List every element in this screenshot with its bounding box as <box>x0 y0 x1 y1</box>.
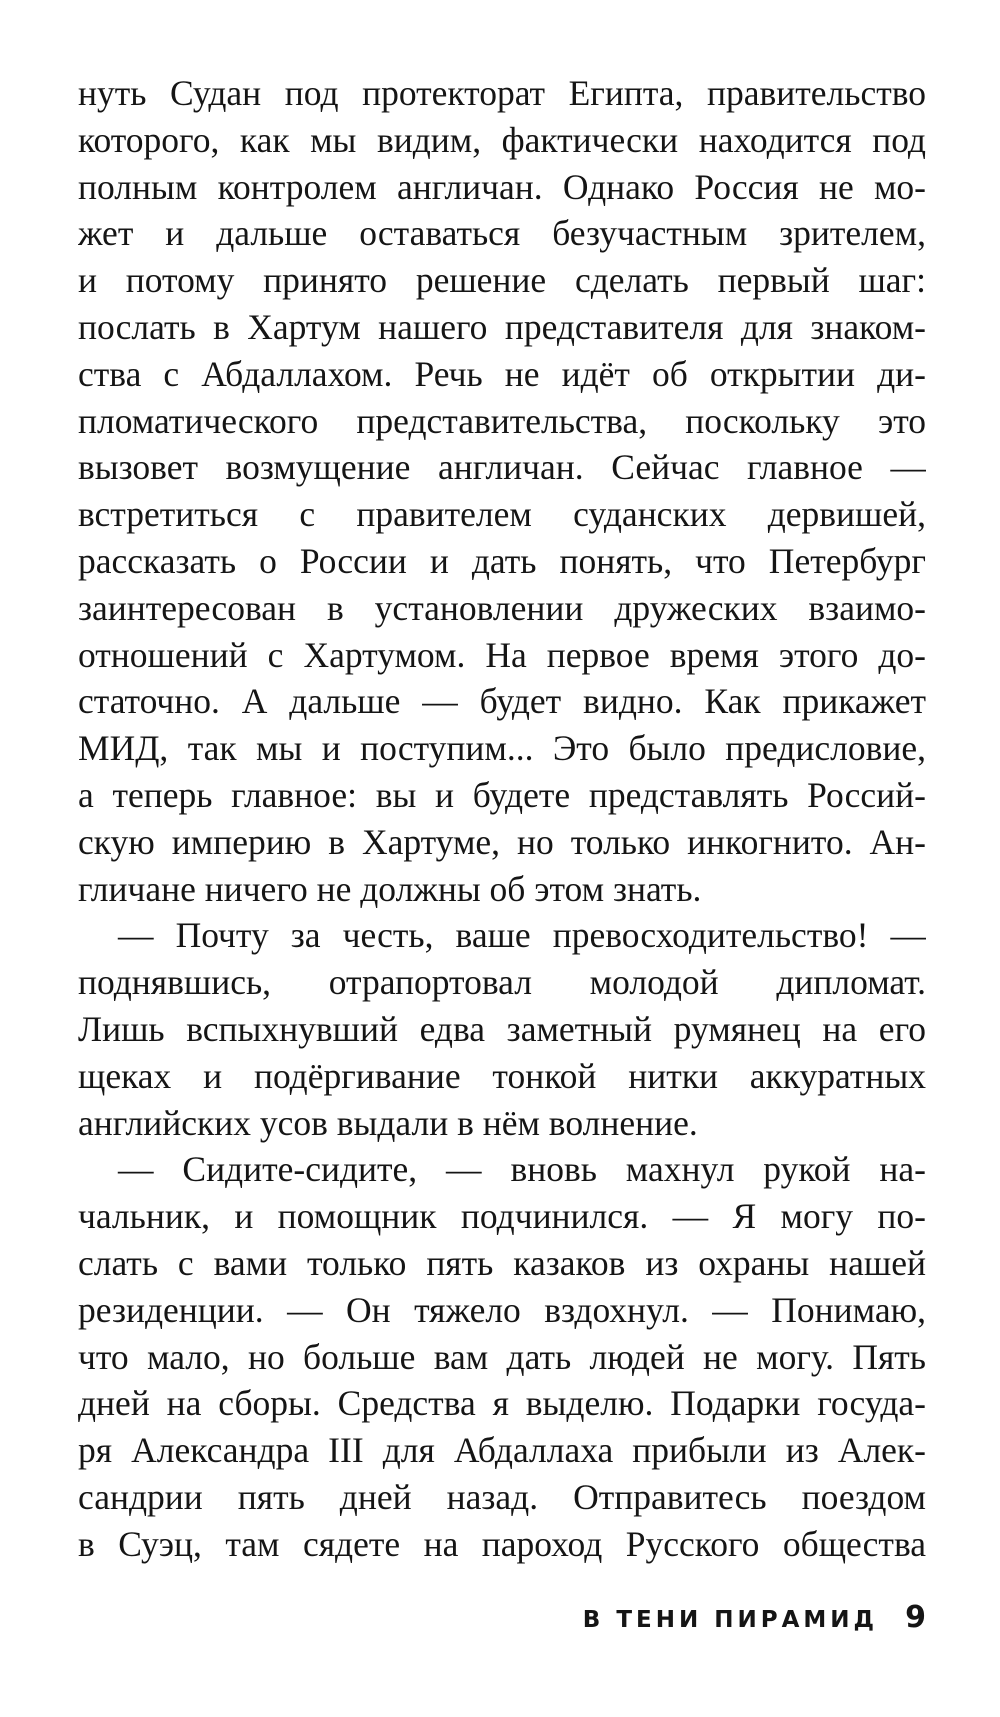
text-line: а теперь главное: вы и будете представлять Россий- <box>78 774 926 815</box>
page-footer <box>78 1598 926 1638</box>
text-line: щеках и подёргивание тонкой нитки аккуратных <box>78 1055 926 1096</box>
text-line: поднявшись, отрапортовал молодой дипломат. <box>78 962 926 1003</box>
text-line: скую империю в Хартуме, но только инкогнито. Ан- <box>78 821 926 862</box>
text-line: полным контролем англичан. Однако Россия не мо- <box>78 166 926 207</box>
text-line: рассказать о России и дать понять, что Петербург <box>78 540 926 581</box>
text-line: резиденции. — Он тяжело вздохнул. — Понимаю, <box>78 1289 926 1330</box>
text-line: заинтересован в установлении дружеских взаимо- <box>78 587 926 628</box>
text-line: сандрии пять дней назад. Отправитесь поездом <box>78 1476 926 1517</box>
text-line: и потому принято решение сделать первый шаг: <box>78 260 926 301</box>
paragraph-first-line: — Почту за честь, ваше превосходительство! — <box>118 915 926 956</box>
text-line: жет и дальше оставаться безучастным зрителем, <box>78 213 926 254</box>
text-line: в Суэц, там сядете на пароход Русского общества <box>78 1523 926 1564</box>
body-text <box>78 70 926 1568</box>
paragraph-last-line: английских усов выдали в нём волнение. <box>78 1102 698 1143</box>
text-line: ря Александра III для Абдаллаха прибыли из Алек- <box>78 1430 926 1471</box>
text-line: слать с вами только пять казаков из охраны нашей <box>78 1242 926 1283</box>
text-line: послать в Хартум нашего представителя для знаком- <box>78 306 926 347</box>
text-line: Лишь вспыхнувший едва заметный румянец на его <box>78 1008 926 1049</box>
page-number: 9 <box>905 1600 926 1635</box>
text-line: ства с Абдаллахом. Речь не идёт об открытии ди- <box>78 353 926 394</box>
text-line: встретиться с правителем суданских дервишей, <box>78 494 926 535</box>
text-line: нуть Судан под протекторат Египта, правительство <box>78 73 926 113</box>
text-line: МИД, так мы и поступим... Это было предисловие, <box>78 728 926 769</box>
text-line: которого, как мы видим, фактически находится под <box>78 119 926 160</box>
text-line: вызовет возмущение англичан. Сейчас главное — <box>78 447 926 488</box>
text-line: статочно. А дальше — будет видно. Как прикажет <box>78 681 926 722</box>
text-line: чальник, и помощник подчинился. — Я могу по- <box>78 1196 926 1237</box>
text-line: что мало, но больше вам дать людей не могу. Пять <box>78 1336 926 1377</box>
running-title: В ТЕНИ ПИРАМИД <box>582 1607 879 1633</box>
paragraph-first-line: — Сидите-сидите, — вновь махнул рукой на- <box>118 1149 926 1190</box>
text-line: отношений с Хартумом. На первое время этого до- <box>78 634 926 675</box>
text-line: пломатического представительства, поскольку это <box>78 400 926 441</box>
text-line: дней на сборы. Средства я выделю. Подарки госуда- <box>78 1383 926 1424</box>
paragraph-last-line: гличане ничего не должны об этом знать. <box>78 868 702 909</box>
